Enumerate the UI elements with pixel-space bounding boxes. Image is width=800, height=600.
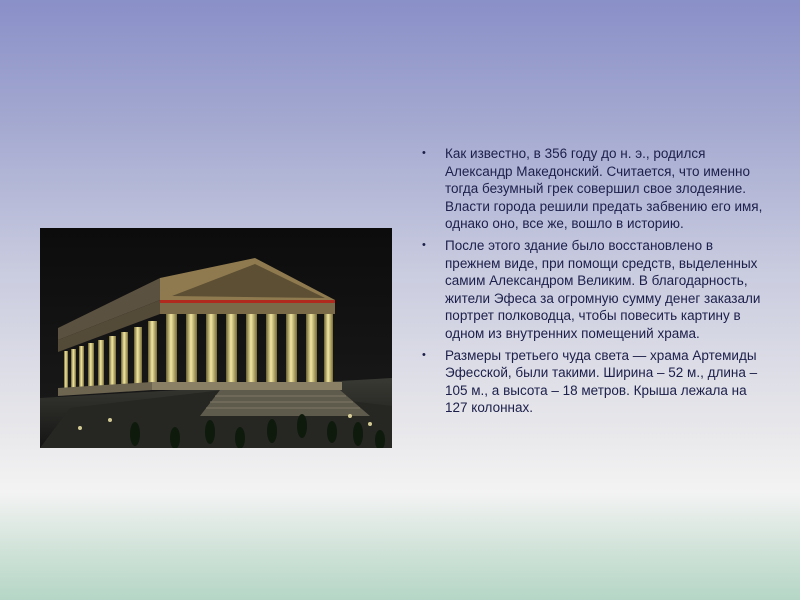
- bullet-icon: •: [422, 147, 426, 159]
- bullet-icon: •: [422, 238, 426, 251]
- text-content: [420, 145, 765, 421]
- paragraph-2: [420, 237, 765, 343]
- paragraph-2-text: После этого здание было восстановлено в прежнем виде, при помощи средств, выделенных самим Александром Великим. В благодарность, жители Эфеса за огромную сумму денег заказали портрет полководца, чтобы повесить картину в одном из внутренних помещений храма.: [445, 237, 761, 341]
- paragraph-3: [420, 347, 765, 417]
- paragraph-1: [420, 145, 765, 233]
- temple-photo: [40, 228, 392, 448]
- bullet-icon: •: [422, 348, 426, 361]
- paragraph-1-text: Как известно, в 356 году до н. э., родился Александр Македонский. Считается, что именно тогда безумный грек совершил свое злодеяние. Власти города решили предать забвению его имя, однако оно, все же, вошло в историю.: [445, 146, 763, 232]
- paragraph-3-text: Размеры третьего чуда света — храма Артемиды Эфесской, были такими. Ширина – 52 м., длина – 105 м., а высота – 18 метров. Крыша лежала на 127 колоннах.: [445, 347, 758, 416]
- temple-illustration: [40, 228, 392, 448]
